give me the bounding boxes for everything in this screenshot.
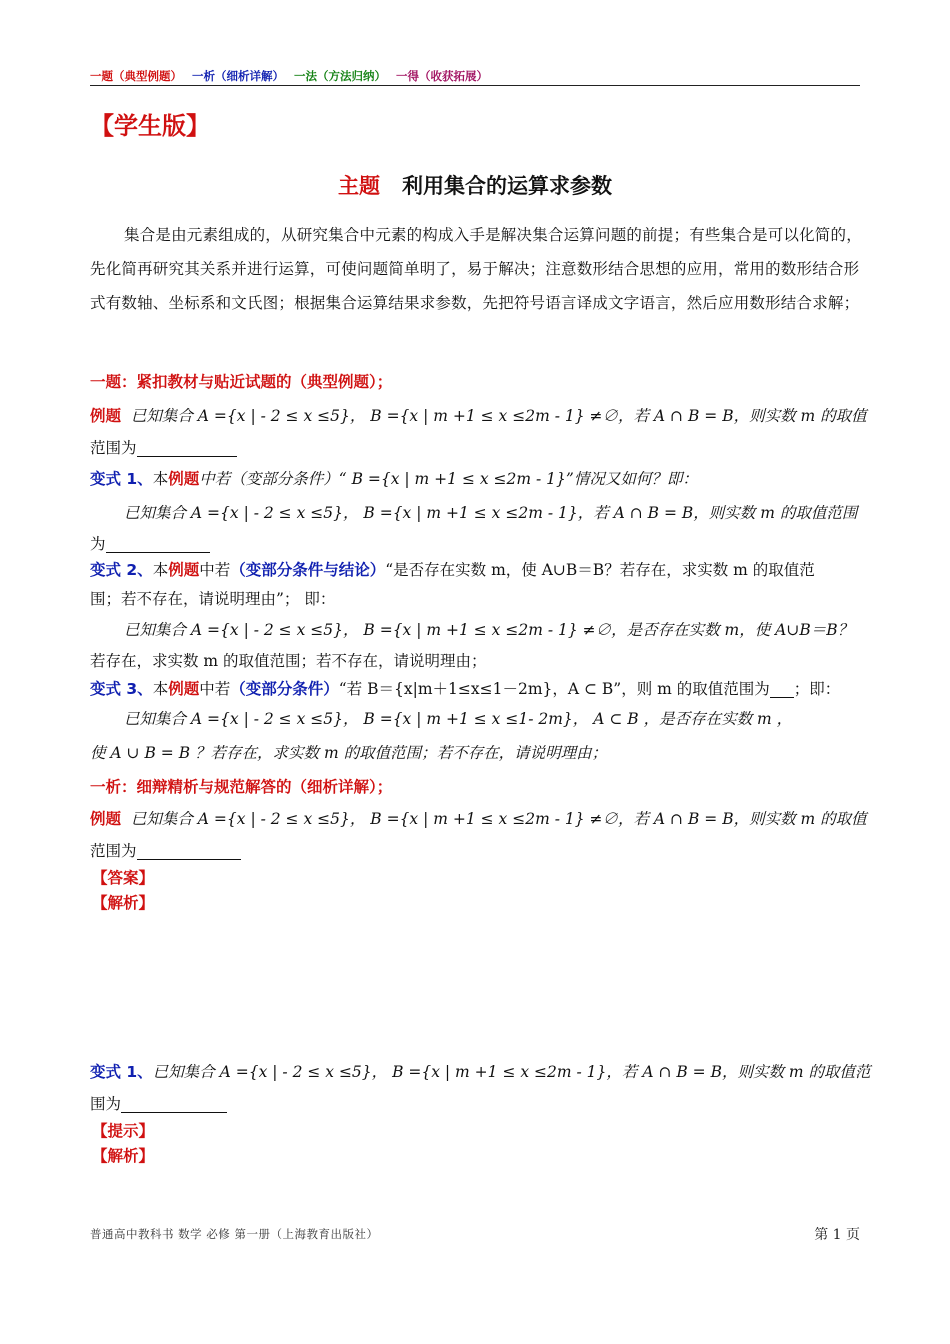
variant2-rest: “是否存在实数 m，使 A∪B＝B？若存在，求实数 m 的取值范 [385, 561, 815, 579]
variant1-pre: 本 [152, 470, 169, 488]
variant1-body2 [90, 532, 210, 554]
variant2-body-text: 已知集合 A ={x | - 2 ≤ x ≤5}， B ={x | m +1 ≤ x ≤2m - 1} ≠∅，是否存在实数 m，使 A∪B＝B？ [124, 621, 854, 639]
variant2-body1 [90, 618, 853, 640]
page-number: 第 1 页 [814, 1227, 860, 1243]
hint-label: 【提示】 [92, 1122, 155, 1140]
variant3-pre: 本 [152, 680, 169, 698]
variant2-cond: （变部分条件与结论） [230, 561, 386, 579]
header-item-1: 一题（典型例题） [90, 69, 182, 83]
section2-example-line1 [90, 807, 867, 829]
answer-label: 【答案】 [92, 869, 155, 887]
variant3-body2 [90, 741, 607, 763]
section2-example-line2 [90, 839, 241, 861]
variant3-tail: ；即： [793, 680, 841, 698]
example-label: 例题 [90, 407, 122, 425]
page-title [0, 170, 950, 200]
edition-label: 【学生版】 [90, 112, 210, 140]
variant3-ref: 例题 [168, 680, 200, 698]
answer-blank [106, 534, 210, 553]
page-header [90, 68, 860, 84]
variant2-intro [90, 558, 815, 580]
variant1-label: 变式 1、 [90, 1063, 153, 1081]
variant3-body-text: 已知集合 A ={x | - 2 ≤ x ≤5}， B ={x | m +1 ≤ x ≤1- 2m}， A ⊂ B ，是否存在实数 m ， [124, 710, 793, 728]
variant3-cond: （变部分条件） [230, 680, 339, 698]
section2-variant1-line1 [90, 1060, 871, 1082]
variant3-rest: “若 B＝{x|m＋1≤x≤1－2m}，A ⊂ B”，则 m 的取值范围为 [338, 680, 770, 698]
answer-blank [137, 438, 237, 457]
variant1-ref: 例题 [168, 470, 200, 488]
section2-heading: 一析：细辩精析与规范解答的（细析详解）； [90, 778, 393, 796]
answer-blank [121, 1094, 227, 1113]
intro-paragraph: 集合是由元素组成的，从研究集合中元素的构成入手是解决集合运算问题的前提；有些集合是可以化简的，先化简再研究其关系并进行运算，可使问题简单明了，易于解决；注意数形结合思想的应用，常用的数形结合形式有数轴、坐标系和文氏图；根据集合运算结果求参数，先把符号语言译成文字语言，然后应用数形结合求解； [90, 226, 862, 312]
variant1-text-cont: 围为 [90, 1095, 122, 1113]
example-text: 已知集合 A ={x | - 2 ≤ x ≤5}， B ={x | m +1 ≤ x ≤2m - 1} ≠∅，若 A ∩ B = B，则实数 m 的取值 [130, 810, 867, 828]
variant1-text: 已知集合 A ={x | - 2 ≤ x ≤5}， B ={x | m +1 ≤ x ≤2m - 1}，若 A ∩ B = B，则实数 m 的取值范 [152, 1063, 871, 1081]
header-divider [90, 85, 860, 86]
variant2-pre: 本 [152, 561, 169, 579]
variant2-mid: 中若 [199, 561, 231, 579]
analysis-label: 【解析】 [92, 894, 155, 912]
variant3-body1 [90, 707, 792, 729]
answer-blank [137, 841, 241, 860]
variant1-body-text: 已知集合 A ={x | - 2 ≤ x ≤5}， B ={x | m +1 ≤ x ≤2m - 1}，若 A ∩ B = B，则实数 m 的取值范围 [124, 504, 858, 522]
analysis-label-2: 【解析】 [92, 1147, 155, 1165]
header-item-2: 一析（细析详解） [192, 69, 285, 83]
variant2-label: 变式 2、 [90, 561, 153, 579]
example-text-cont: 范围为 [90, 842, 137, 860]
variant1-label: 变式 1、 [90, 470, 153, 488]
example-label: 例题 [90, 810, 122, 828]
variant1-body1 [90, 501, 857, 523]
header-item-3: 一法（方法归纳） [294, 69, 387, 83]
title-prefix: 主题 [338, 174, 380, 198]
section1-example-line1 [90, 404, 867, 426]
variant1-body-cont: 为 [90, 535, 106, 553]
example-text-cont: 范围为 [90, 439, 137, 457]
section1-heading: 一题：紧扣教材与贴近试题的（典型例题）； [90, 373, 393, 391]
footer-source: 普通高中教科书 数学 必修 第一册（上海教育出版社） [90, 1227, 379, 1241]
variant2-body2: 若存在，求实数 m 的取值范围；若不存在，请说明理由； [90, 652, 487, 670]
section1-example-line2 [90, 436, 237, 458]
title-main: 利用集合的运算求参数 [402, 174, 612, 198]
variant2-line2: 围；若不存在，请说明理由”； 即： [90, 590, 336, 608]
example-text: 已知集合 A ={x | - 2 ≤ x ≤5}， B ={x | m +1 ≤ x ≤2m - 1} ≠∅，若 A ∩ B = B，则实数 m 的取值 [130, 407, 867, 425]
answer-blank [770, 679, 794, 698]
variant3-label: 变式 3、 [90, 680, 153, 698]
variant2-ref: 例题 [168, 561, 200, 579]
variant3-mid: 中若 [199, 680, 231, 698]
section2-variant1-line2 [90, 1092, 227, 1114]
variant1-mid: 中若（变部分条件）“ B ={x | m +1 ≤ x ≤2m - 1}”情况又如何？即： [199, 470, 698, 488]
variant3-body-cont: 使 A ∪ B = B ？若存在，求实数 m 的取值范围；若不存在，请说明理由； [90, 744, 608, 762]
variant1-intro [90, 467, 698, 489]
header-item-4: 一得（收获拓展） [396, 69, 489, 83]
variant3-intro [90, 677, 840, 699]
